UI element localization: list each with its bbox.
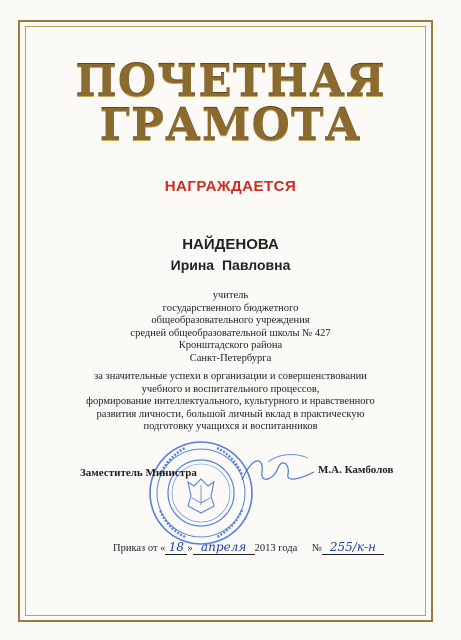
order-number: 255/к-н — [329, 540, 376, 554]
signer-name: М.А. Камболов — [318, 464, 394, 476]
merit-line: учебного и воспитательного процессов, — [141, 383, 320, 395]
position-line: государственного бюджетного — [162, 302, 299, 314]
recipient-given-name: Ирина Павловна — [170, 257, 291, 273]
order-month-field — [193, 540, 255, 555]
merit-line: развития личности, большой личный вклад в практическую — [96, 408, 365, 420]
position-line: учитель — [212, 290, 249, 301]
award-caption: НАГРАЖДАЕТСЯ — [164, 178, 297, 195]
order-month: апреля — [201, 540, 247, 554]
order-mid: » — [187, 543, 193, 554]
order-day: 18 — [168, 540, 185, 554]
order-prefix: Приказ от « — [113, 543, 166, 554]
position-line: Санкт-Петербурга — [189, 352, 272, 364]
position-line: средней общеобразовательной школы № 427 — [130, 327, 331, 339]
order-number-field — [322, 540, 384, 555]
merit-line: формирование интеллектуального, культурного и нравственного — [86, 396, 375, 408]
recipient-position — [0, 290, 461, 366]
position-line: Кронштадского района — [178, 340, 283, 352]
position-line: общеобразовательного учреждения — [151, 315, 310, 327]
order-day-field — [165, 540, 187, 555]
order-reference — [113, 540, 384, 555]
signature-icon — [238, 450, 318, 490]
recipient-surname: НАЙДЕНОВА — [182, 236, 279, 253]
signer-title: Заместитель Министра — [80, 467, 197, 479]
order-number-label: № — [311, 543, 322, 554]
certificate-title-line1: ПОЧЕТНАЯ — [75, 56, 386, 107]
certificate-title-line2: ГРАМОТА — [99, 100, 362, 151]
merit-line: за значительные успехи в организации и совершенствовании — [94, 371, 367, 382]
order-year: 2013 года — [254, 543, 298, 554]
award-reason — [0, 371, 461, 434]
merit-line: подготовку учащихся и воспитанников — [143, 421, 318, 433]
